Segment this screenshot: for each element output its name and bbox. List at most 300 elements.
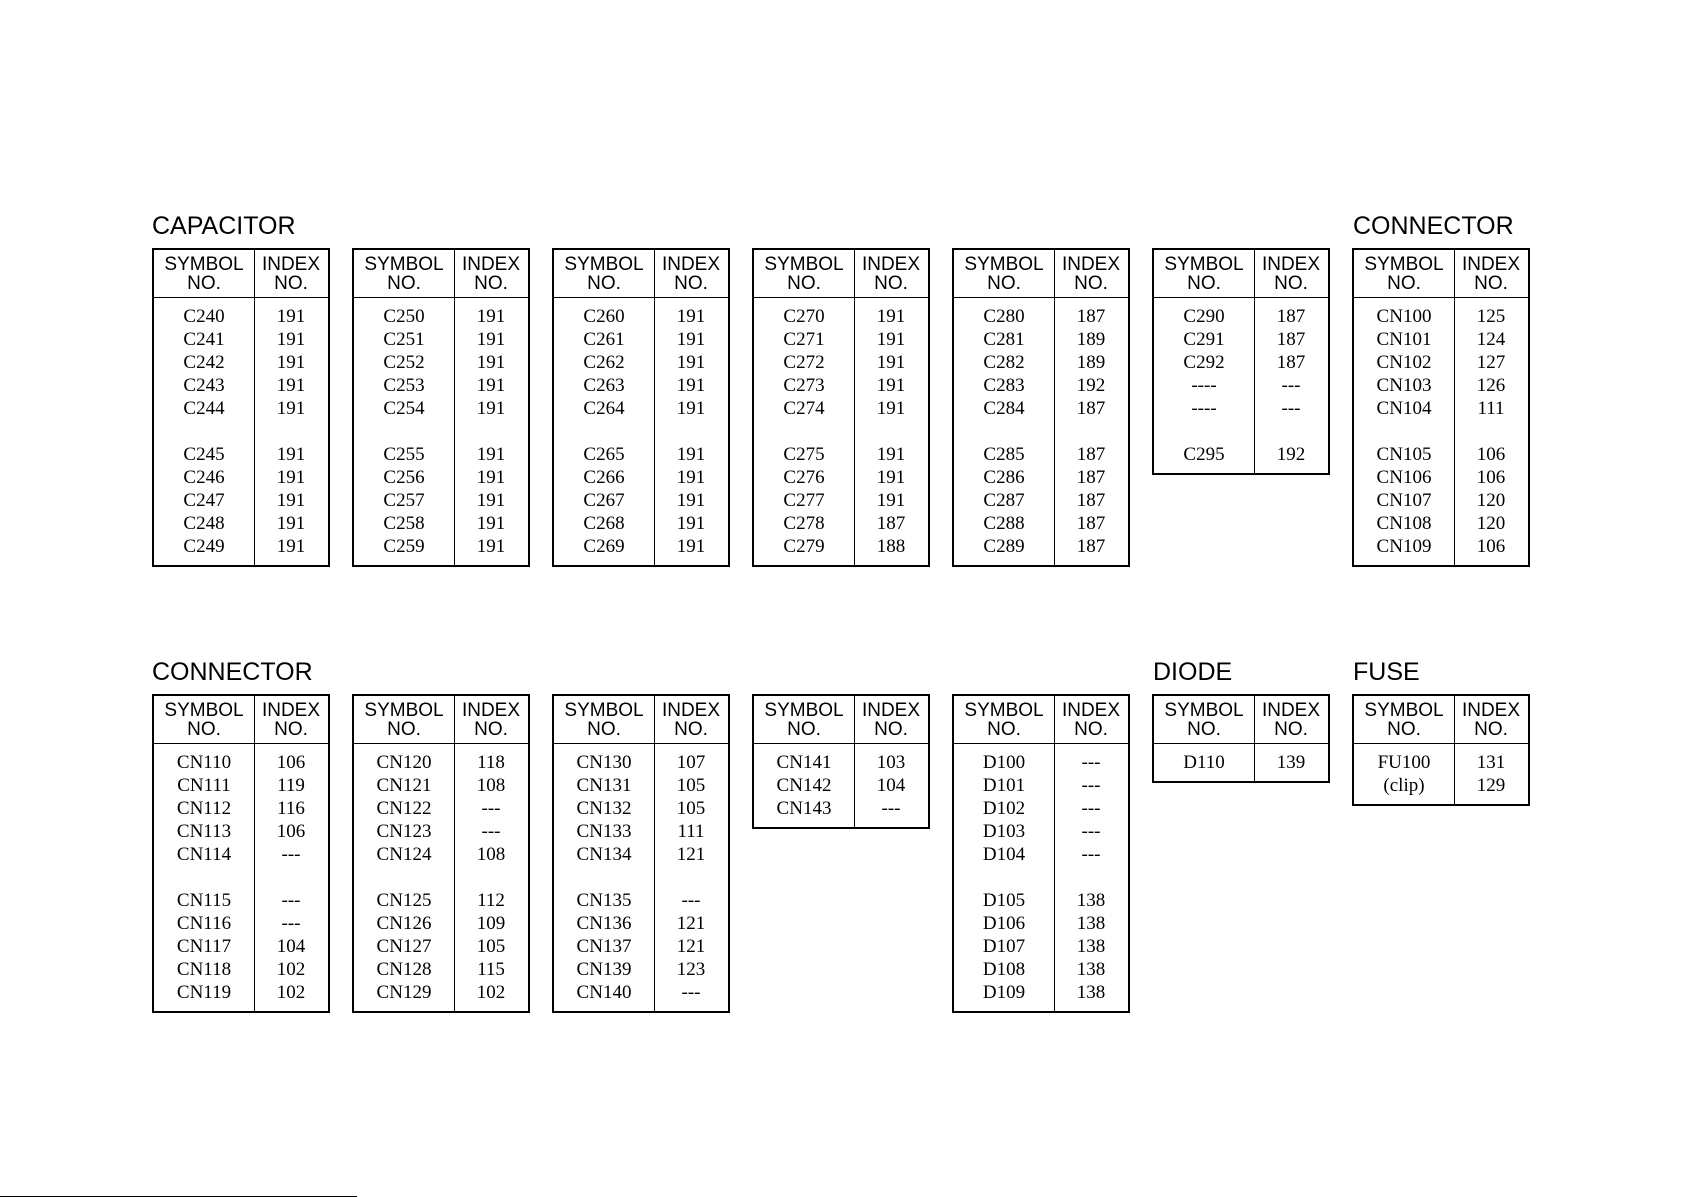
symbol-no-cell: D109 [982,981,1026,1003]
symbol-no-cell: CN132 [576,797,632,819]
index-no-cell: 187 [876,512,906,534]
index-header-text: NO. [274,718,308,740]
index-header [454,250,528,297]
table-row [754,443,928,466]
table-header [954,696,1128,744]
table-row [954,889,1128,912]
symbol-header [1354,250,1454,297]
symbol-no-cell: CN122 [376,797,432,819]
index-header-text: INDEX [461,253,521,275]
table-header [554,696,728,744]
symbol-no-cell: C244 [183,397,225,419]
symbol-no-cell: CN116 [176,912,232,934]
index-header-text: NO. [874,272,908,294]
index-no-cell: 121 [676,935,706,957]
index-header-text: INDEX [661,253,721,275]
table-row [154,843,328,866]
symbol-header-text: SYMBOL [1164,253,1244,275]
symbol-no-cell: C268 [583,512,625,534]
table-row [554,843,728,866]
symbol-header-text: NO. [787,718,821,740]
symbol-no-cell: C259 [383,535,425,557]
symbol-no-cell: C262 [583,351,625,373]
index-no-cell: 109 [476,912,506,934]
table-row [354,512,528,535]
table-row [954,328,1128,351]
table-row [154,397,328,420]
table-header [354,250,528,298]
table-row [154,797,328,820]
index-no-cell: --- [1081,843,1101,865]
table-row [154,535,328,558]
table-body [554,744,728,1011]
section-title-capacitor: CAPACITOR [152,212,296,240]
table-row [1354,305,1528,328]
index-header [854,250,928,297]
symbol-header-text: SYMBOL [364,699,444,721]
symbol-no-cell: C256 [383,466,425,488]
index-no-cell: 124 [1476,328,1506,350]
symbol-no-cell: C270 [783,305,825,327]
table-row [554,397,728,420]
index-header [1254,696,1328,743]
symbol-no-cell: C241 [183,328,225,350]
table-row [1354,535,1528,558]
table-header [754,696,928,744]
symbol-no-cell: C250 [383,305,425,327]
table-row [354,958,528,981]
parts-table [1152,694,1330,783]
symbol-no-cell: CN118 [176,958,232,980]
symbol-no-cell: CN108 [1376,512,1432,534]
symbol-no-cell: C292 [1183,351,1225,373]
index-no-cell: 191 [276,305,306,327]
table-row [354,774,528,797]
index-no-cell: 108 [476,843,506,865]
symbol-no-cell: CN100 [1376,305,1432,327]
table-row [1354,328,1528,351]
table-row [954,305,1128,328]
parts-table [352,248,530,567]
table-row [954,512,1128,535]
index-no-cell: --- [1281,374,1301,396]
symbol-no-cell: D110 [1183,751,1225,773]
index-no-cell: 108 [476,774,506,796]
table-row [154,489,328,512]
symbol-header-text: SYMBOL [164,699,244,721]
table-row [1354,466,1528,489]
index-no-cell: 191 [476,443,506,465]
section-title-diode: DIODE [1153,658,1233,686]
index-no-cell: 188 [876,535,906,557]
table-row [554,328,728,351]
symbol-no-cell: C284 [983,397,1025,419]
symbol-no-cell: CN128 [376,958,432,980]
table-row [1354,374,1528,397]
index-no-cell: 191 [876,489,906,511]
index-no-cell: 191 [676,443,706,465]
index-no-cell: 191 [676,351,706,373]
index-no-cell: --- [1281,397,1301,419]
table-row [1354,397,1528,420]
parts-table [1352,248,1530,567]
symbol-no-cell: C267 [583,489,625,511]
index-no-cell: 191 [676,489,706,511]
index-no-cell: 191 [476,489,506,511]
index-header-text: INDEX [661,699,721,721]
index-header-text: NO. [1274,272,1308,294]
symbol-no-cell: ---- [1191,397,1217,419]
index-no-cell: 191 [876,305,906,327]
symbol-no-cell: CN119 [176,981,232,1003]
index-no-cell: 191 [476,351,506,373]
symbol-no-cell: D108 [982,958,1026,980]
index-no-cell: 127 [1476,351,1506,373]
index-no-cell: 105 [476,935,506,957]
table-body [554,298,728,565]
section-title-connector-top: CONNECTOR [1353,212,1514,240]
index-no-cell: 189 [1076,328,1106,350]
table-row [354,820,528,843]
index-no-cell: 121 [676,843,706,865]
table-row [954,374,1128,397]
symbol-no-cell: FU100 [1377,751,1431,773]
symbol-no-cell: CN113 [176,820,232,842]
index-header-text: NO. [674,272,708,294]
symbol-header [354,250,454,297]
table-row [154,374,328,397]
symbol-no-cell: CN134 [576,843,632,865]
index-no-cell: 106 [1476,443,1506,465]
table-row [154,512,328,535]
symbol-no-cell: D104 [982,843,1026,865]
symbol-header [754,250,854,297]
table-body [954,744,1128,1011]
table-row [154,328,328,351]
table-row [1154,397,1328,420]
index-header-text: INDEX [1261,699,1321,721]
symbol-no-cell: C242 [183,351,225,373]
index-header [1254,250,1328,297]
index-no-cell: --- [281,843,301,865]
symbol-no-cell: CN112 [176,797,232,819]
symbol-no-cell: D101 [982,774,1026,796]
symbol-no-cell: C245 [183,443,225,465]
symbol-no-cell: C286 [983,466,1025,488]
symbol-no-cell: C249 [183,535,225,557]
index-header [1454,696,1528,743]
index-no-cell: 191 [876,443,906,465]
index-no-cell: 187 [1076,397,1106,419]
table-body [1154,298,1328,473]
symbol-no-cell: C290 [1183,305,1225,327]
index-no-cell: 111 [677,820,705,842]
symbol-no-cell: CN114 [176,843,232,865]
index-no-cell: 104 [876,774,906,796]
index-no-cell: 191 [476,374,506,396]
index-no-cell: 187 [1076,443,1106,465]
table-row [554,512,728,535]
table-row [554,443,728,466]
symbol-header-text: NO. [587,718,621,740]
symbol-no-cell: C289 [983,535,1025,557]
symbol-no-cell: CN115 [176,889,232,911]
table-row [954,935,1128,958]
index-no-cell: 191 [276,489,306,511]
symbol-header-text: SYMBOL [1164,699,1244,721]
symbol-header [1154,696,1254,743]
symbol-no-cell: C277 [783,489,825,511]
table-row [554,535,728,558]
table-row [754,328,928,351]
table-row [554,797,728,820]
symbol-header [1354,696,1454,743]
table-row [1354,443,1528,466]
parts-table [752,694,930,829]
table-row [954,751,1128,774]
table-body [154,298,328,565]
symbol-no-cell: CN107 [1376,489,1432,511]
symbol-no-cell: C258 [383,512,425,534]
index-no-cell: 106 [276,820,306,842]
index-no-cell: 116 [277,797,305,819]
index-no-cell: 191 [676,512,706,534]
table-row [354,535,528,558]
table-row [154,774,328,797]
table-row [754,774,928,797]
index-no-cell: 191 [476,328,506,350]
index-no-cell: --- [481,820,501,842]
table-row [954,535,1128,558]
index-no-cell: 138 [1076,981,1106,1003]
table-row [754,535,928,558]
index-header-text: NO. [1274,718,1308,740]
index-no-cell: 103 [876,751,906,773]
index-no-cell: 104 [276,935,306,957]
symbol-header [154,250,254,297]
table-row [554,820,728,843]
table-row [1354,774,1528,797]
index-no-cell: 191 [476,397,506,419]
symbol-no-cell: CN109 [1376,535,1432,557]
symbol-no-cell: CN125 [376,889,432,911]
symbol-no-cell: CN111 [177,774,231,796]
symbol-no-cell: CN126 [376,912,432,934]
index-no-cell: --- [881,797,901,819]
parts-table [552,248,730,567]
index-header [1054,250,1128,297]
symbol-no-cell: C252 [383,351,425,373]
index-no-cell: 102 [476,981,506,1003]
index-header-text: NO. [1074,272,1108,294]
index-no-cell: 138 [1076,889,1106,911]
symbol-no-cell: C281 [983,328,1025,350]
symbol-header-text: SYMBOL [964,253,1044,275]
index-no-cell: --- [281,889,301,911]
table-row [554,466,728,489]
symbol-no-cell: C287 [983,489,1025,511]
index-no-cell: 187 [1276,328,1306,350]
table-row [154,466,328,489]
symbol-header-text: SYMBOL [1364,253,1444,275]
symbol-header-text: NO. [387,272,421,294]
index-header-text: NO. [474,718,508,740]
table-body [754,298,928,565]
symbol-no-cell: D102 [982,797,1026,819]
index-no-cell: 187 [1076,466,1106,488]
table-row [154,912,328,935]
index-no-cell: 125 [1476,305,1506,327]
index-no-cell: 191 [876,374,906,396]
symbol-no-cell: C275 [783,443,825,465]
symbol-header-text: NO. [787,272,821,294]
symbol-no-cell: C247 [183,489,225,511]
table-header [154,250,328,298]
symbol-no-cell: CN120 [376,751,432,773]
symbol-no-cell: C254 [383,397,425,419]
symbol-no-cell: C272 [783,351,825,373]
index-header-text: INDEX [1061,253,1121,275]
index-header [654,250,728,297]
symbol-no-cell: C263 [583,374,625,396]
index-no-cell: 191 [876,397,906,419]
table-row [754,374,928,397]
index-no-cell: 191 [276,328,306,350]
index-no-cell: 187 [1276,351,1306,373]
table-row [954,351,1128,374]
symbol-no-cell: CN124 [376,843,432,865]
symbol-no-cell: D103 [982,820,1026,842]
symbol-no-cell: C261 [583,328,625,350]
symbol-header [754,696,854,743]
index-no-cell: --- [481,797,501,819]
index-no-cell: 121 [676,912,706,934]
symbol-no-cell: C288 [983,512,1025,534]
symbol-no-cell: CN135 [576,889,632,911]
symbol-no-cell: CN136 [576,912,632,934]
symbol-header [554,696,654,743]
table-row [354,797,528,820]
table-row [554,774,728,797]
symbol-no-cell: C257 [383,489,425,511]
index-no-cell: 102 [276,981,306,1003]
table-row [354,443,528,466]
symbol-no-cell: C243 [183,374,225,396]
index-no-cell: --- [281,912,301,934]
parts-table [752,248,930,567]
index-header [1054,696,1128,743]
symbol-header-text: SYMBOL [364,253,444,275]
table-row [154,443,328,466]
index-no-cell: 191 [276,466,306,488]
index-no-cell: 191 [476,305,506,327]
index-no-cell: --- [681,981,701,1003]
symbol-header-text: NO. [187,272,221,294]
index-no-cell: --- [1081,751,1101,773]
symbol-header-text: SYMBOL [564,253,644,275]
table-row [554,981,728,1004]
index-no-cell: 192 [1276,443,1306,465]
symbol-no-cell: C260 [583,305,625,327]
table-row [1154,751,1328,774]
table-row [354,374,528,397]
index-no-cell: 119 [277,774,305,796]
index-no-cell: 191 [876,466,906,488]
table-row [554,912,728,935]
index-header [254,696,328,743]
symbol-no-cell: CN140 [576,981,632,1003]
index-no-cell: 191 [476,512,506,534]
symbol-no-cell: D106 [982,912,1026,934]
symbol-no-cell: CN101 [1376,328,1432,350]
symbol-no-cell: C240 [183,305,225,327]
table-row [154,751,328,774]
symbol-header-text: NO. [1387,272,1421,294]
table-row [1154,374,1328,397]
index-no-cell: 126 [1476,374,1506,396]
index-no-cell: 187 [1276,305,1306,327]
table-header [954,250,1128,298]
index-header-text: NO. [1474,718,1508,740]
symbol-no-cell: C291 [1183,328,1225,350]
symbol-no-cell: C253 [383,374,425,396]
symbol-no-cell: CN137 [576,935,632,957]
symbol-no-cell: D100 [982,751,1026,773]
table-row [954,797,1128,820]
symbol-no-cell: CN131 [576,774,632,796]
table-row [954,397,1128,420]
symbol-no-cell: CN121 [376,774,432,796]
table-row [154,958,328,981]
symbol-no-cell: C276 [783,466,825,488]
table-row [354,889,528,912]
index-no-cell: 191 [276,351,306,373]
index-no-cell: --- [681,889,701,911]
table-row [554,489,728,512]
table-row [1154,351,1328,374]
table-row [354,935,528,958]
index-header-text: INDEX [461,699,521,721]
index-no-cell: 129 [1476,774,1506,796]
index-header [654,696,728,743]
index-no-cell: 105 [676,797,706,819]
index-no-cell: 187 [1076,489,1106,511]
table-row [354,751,528,774]
table-row [954,466,1128,489]
index-header-text: INDEX [261,253,321,275]
symbol-header-text: NO. [1187,718,1221,740]
symbol-no-cell: D105 [982,889,1026,911]
table-row [754,751,928,774]
index-header-text: INDEX [1461,253,1521,275]
symbol-no-cell: C282 [983,351,1025,373]
parts-table [552,694,730,1013]
symbol-header-text: SYMBOL [764,699,844,721]
table-header [354,696,528,744]
index-no-cell: 191 [276,374,306,396]
table-body [1354,298,1528,565]
table-row [1154,305,1328,328]
parts-table [352,694,530,1013]
table-header [754,250,928,298]
table-row [1154,443,1328,466]
table-row [354,466,528,489]
index-no-cell: 118 [477,751,505,773]
table-row [754,351,928,374]
symbol-header-text: NO. [187,718,221,740]
table-row [954,912,1128,935]
symbol-header-text: SYMBOL [964,699,1044,721]
